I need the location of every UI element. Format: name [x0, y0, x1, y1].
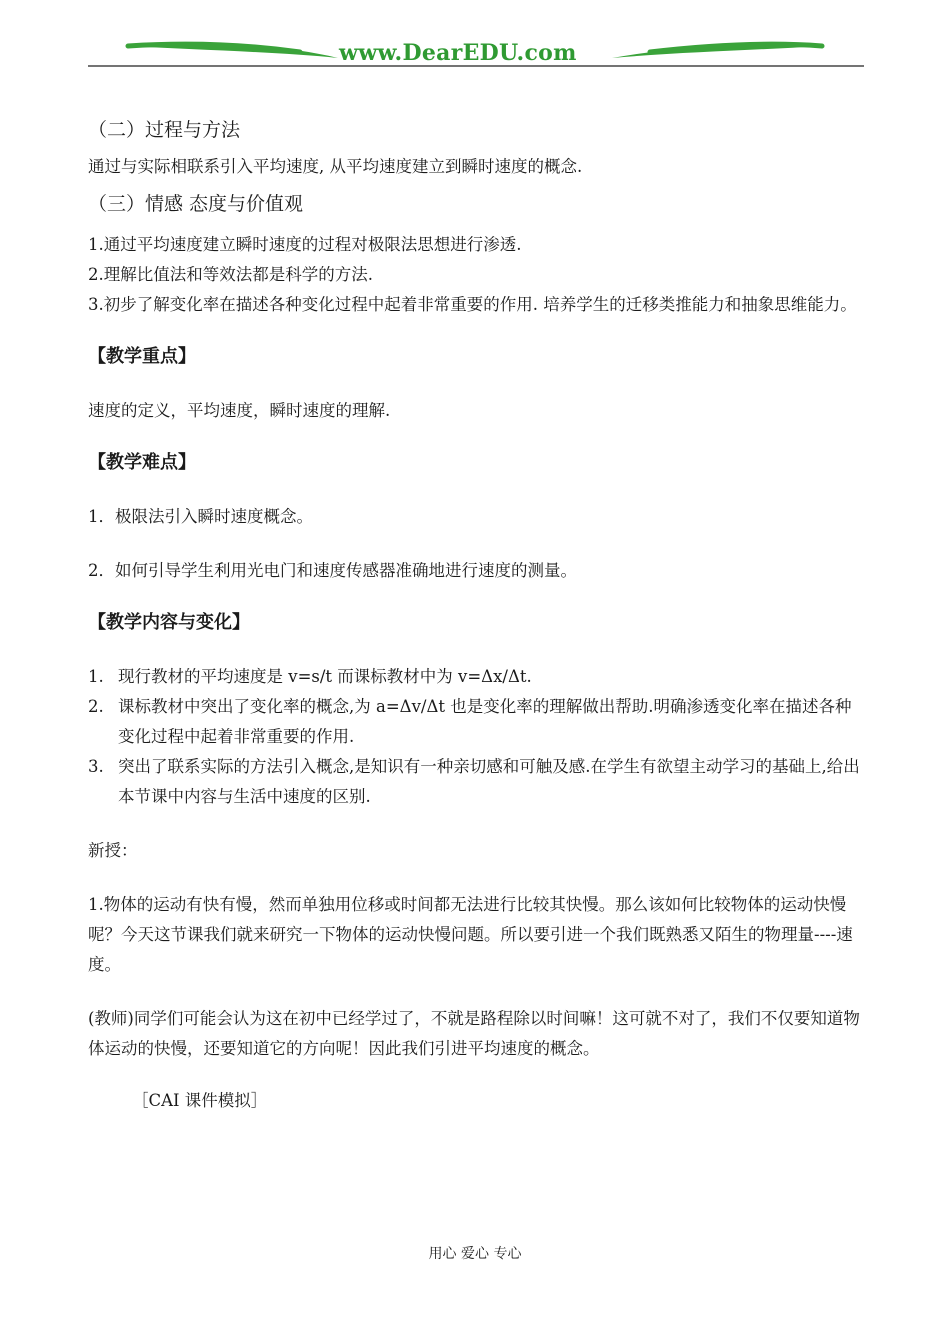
teaching-key-heading: 【教学重点】 [88, 346, 196, 367]
emotion-values-heading: （三）情感 态度与价值观 [88, 193, 304, 215]
emotion-item-1: 1.通过平均速度建立瞬时速度的过程对极限法思想进行渗透. [88, 235, 522, 254]
process-method-text: 通过与实际相联系引入平均速度, 从平均速度建立到瞬时速度的概念. [88, 157, 583, 176]
list-text: 突出了联系实际的方法引入概念,是知识有一种亲切感和可触及感.在学生有欲望主动学习的基础上,给出本节课中内容与生活中速度的区别. [118, 757, 860, 806]
process-method-heading: （二）过程与方法 [88, 119, 241, 141]
list-number: 1. [88, 667, 104, 686]
cai-simulation-label: ［CAI 课件模拟］ [132, 1091, 268, 1110]
list-number: 3. [88, 757, 104, 776]
teaching-difficulty-heading: 【教学难点】 [88, 452, 196, 473]
emotion-item-2: 2.理解比值法和等效法都是科学的方法. [88, 265, 373, 284]
teaching-content-heading: 【教学内容与变化】 [88, 612, 250, 633]
page-footer: 用心 爱心 专心 [428, 1246, 522, 1262]
site-logo-text: www.DearEDU.com [339, 40, 577, 66]
content-list-item-1 [88, 662, 864, 692]
list-number: 2. [88, 697, 104, 716]
new-lesson-label: 新授： [88, 841, 138, 860]
emotion-item-3: 3.初步了解变化率在描述各种变化过程中起着非常重要的作用. 培养学生的迁移类推能力和抽象思维能力。 [88, 295, 857, 314]
lesson-paragraph-1: 1.物体的运动有快有慢，然而单独用位移或时间都无法进行比较其快慢。那么该如何比较物体的运动快慢呢？今天这节课我们就来研究一下物体的运动快慢问题。所以要引进一个我们既熟悉又陌生的物理量----速度。 [88, 895, 853, 974]
content-list-item-3 [88, 752, 864, 812]
difficulty-item-2: 2．如何引导学生利用光电门和速度传感器准确地进行速度的测量。 [88, 561, 577, 580]
list-text: 现行教材的平均速度是 v=s/t 而课标教材中为 v=Δx/Δt. [118, 667, 532, 686]
lesson-paragraph-2: (教师)同学们可能会认为这在初中已经学过了，不就是路程除以时间嘛！这可就不对了，我们不仅要知道物体运动的快慢，还要知道它的方向呢！因此我们引进平均速度的概念。 [88, 1009, 860, 1058]
page-header [0, 0, 950, 72]
list-text: 课标教材中突出了变化率的概念,为 a=Δv/Δt 也是变化率的理解做出帮助.明确渗透变化率在描述各种变化过程中起着非常重要的作用. [118, 697, 852, 746]
teaching-key-text: 速度的定义，平均速度，瞬时速度的理解. [88, 401, 391, 420]
document-body [88, 114, 864, 1116]
difficulty-item-1: 1．极限法引入瞬时速度概念。 [88, 507, 313, 526]
content-list-item-2 [88, 692, 864, 752]
